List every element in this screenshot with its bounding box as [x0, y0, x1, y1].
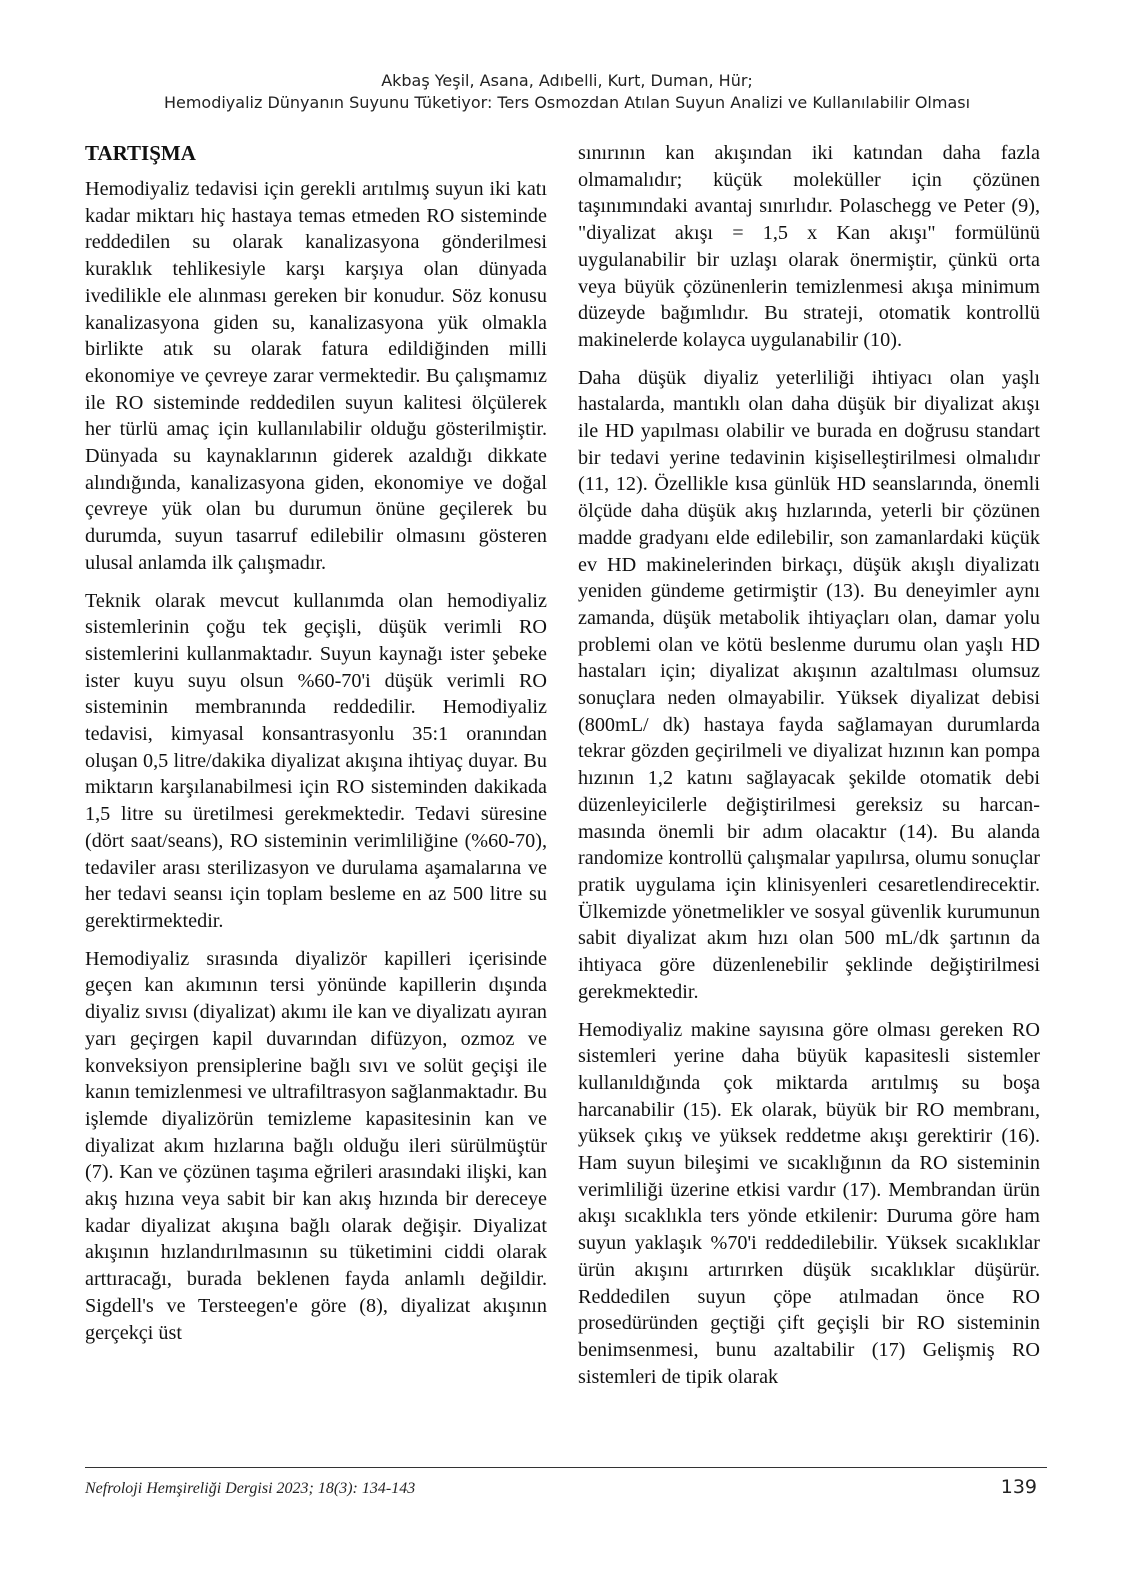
page-number: 139	[1000, 1476, 1037, 1498]
header-article-title: Hemodiyaliz Dünyanın Suyunu Tüketiyor: Ters Osmozdan Atılan Suyun Analizi ve Kullanılabilir Olması	[163, 93, 971, 112]
right-column	[578, 140, 1040, 1401]
left-paragraph-2: Teknik olarak mevcut kullanımda olan hemodiyaliz sistemlerinin çoğu tek geçişli, düşük verimli RO sistemlerini kullanmaktadır. Suyun kaynağı ister şebeke ister kuyu suyu olsun %60-70'i düşük verimli RO sisteminin membranında reddedilir. Hemodiyaliz tedavisi, kimyasal konsantrasyonlu 35:1 oranından oluşan 0,5 litre/dakika diyalizat akışına ihtiyaç duyar. Bu miktarın karşılanabilmesi için RO sisteminden dakikada 1,5 litre su üretilmesi gerekmektedir. Tedavi süresine (dört saat/seans), RO sisteminin verimliliğine (%60-70), tedaviler arası sterilizasyon ve durulama aşamalarına ve her tedavi seansı için toplam besleme en az 500 litre su gerektirmektedir.	[85, 589, 547, 932]
right-paragraph-1: sınırının kan akışından iki katından daha fazla olmamalıdır; küçük moleküller için çözünen taşınımındaki avantaj sınırlıdır. Polaschegg ve Peter (9), "diyalizat akışı = 1,5 x Kan akışı" formülünü uygulanabilir bir uzlaşı olarak önermiştir, çünkü orta veya büyük çözünenlerin temizlenmesi akışa minimum düzeyde bağımlıdır. Bu strateji, otomatik kontrollü makinelerde kolayca uygulanabilir (10).	[578, 142, 1040, 351]
right-paragraph-3: Hemodiyaliz makine sayısına göre olması gereken RO sistemleri yerine daha büyük kapasitesli sistemler kullanıldığında çok miktarda arıtılmış su boşa harcanabilir (15). Ek olarak, büyük bir RO membranı, yüksek çıkış ve yüksek reddetme akışı gerektirir (16). Ham suyun bileşimi ve sıcaklığının da RO sisteminin verimliliği üzerine etkisi vardır (17). Membrandan ürün akışı sıcaklıkla ters yönde etkilenir: Duruma göre ham suyun yaklaşık %70'i reddedilebilir. Yüksek sıcaklıklar ürün akışını artırırken düşük sıcaklıklar düşürür. Reddedilen suyun çöpe atılmadan önce RO prosedüründen geçtiği çift geçişli bir RO sisteminin benimsenmesi, bunu azaltabilir (17) Gelişmiş RO sistemleri de tipik olarak	[578, 1018, 1040, 1388]
section-heading: TARTIŞMA	[85, 141, 196, 165]
journal-citation: Nefroloji Hemşireliği Dergisi 2023; 18(3): 134-143	[85, 1480, 416, 1497]
running-header	[0, 70, 1134, 114]
page-footer	[85, 1467, 1047, 1498]
left-paragraph-3: Hemodiyaliz sırasında diyalizör kapilleri içerisinde geçen kan akımının tersi yönünde kapillerin dışında diyaliz sıvısı (diyalizat) akımı ile kan ve diyalizatı ayıran yarı geçirgen kapil duvarından difüzyon, ozmoz ve konveksiyon prensiplerine bağlı sıvı ve solüt geçişi ile kanın temizlenmesi ve ultrafiltrasyon sağlanmaktadır. Bu işlemde diyalizörün temizleme kapasitesinin kan ve diyalizat akım hızlarına bağlı olduğu ileri sürülmüştür (7). Kan ve çözünen taşıma eğrileri arasındaki ilişki, kan akış hızına veya sabit bir kan akış hızında bir dereceye kadar diyalizat akışına bağlı olarak değişir. Diyalizat akışının hızlandırılmasının su tüketimini ciddi olarak arttıracağı, burada beklenen fayda anlamlı değildir. Sigdell's ve Tersteegen'e göre (8), diyalizat akışının gerçekçi üst	[85, 947, 547, 1344]
header-authors: Akbaş Yeşil, Asana, Adıbelli, Kurt, Duman, Hür;	[381, 71, 753, 90]
left-paragraph-1: Hemodiyaliz tedavisi için gerekli arıtılmış suyun iki katı kadar miktarı hiç hastaya temas etmeden RO sisteminde reddedilen su olarak kanalizasyona gönderilmesi kuraklık tehlikesiyle karşı karşıya olan dünyada ivedilikle ele alınması gereken bir konudur. Söz konusu kanalizasyona giden su, kanalizasyona yük olmakla birlikte atık su olarak fatura edildiğinden milli ekonomiye ve çevreye zarar vermektedir. Bu çalışmamız ile RO sisteminde reddedilen suyun kalitesi ölçülerek her türlü amaç için kullanılabilir olduğu gösterilmiştir. Dünyada su kaynaklarının giderek azaldığı dikkate alındığında, kanalizasyona giden, ekonomiye ve doğal çevreye yük olan bu durumun önüne geçilerek bu durumda, suyun tasarruf edilebilir olmasını gösteren ulusal anlamda ilk çalışmadır.	[85, 178, 547, 574]
right-paragraph-2: Daha düşük diyaliz yeterliliği ihtiyacı olan yaşlı hastalarda, mantıklı olan daha düşük bir diyalizat akışı ile HD yapılması olabilir ve burada en doğrusu standart bir tedavi yerine tedavinin kişiselleştirilmesi olmalıdır (11, 12). Özellikle kısa günlük HD seanslarında, önemli ölçüde daha düşük akış hızlarında, yeterli bir çözünen madde gradyanı elde edilebilir, son zamanlardaki küçük ev HD makinelerinden birkaçı, düşük akışlı diyalizatı yeniden gündeme getirmiştir (13). Bu deneyimler aynı zamanda, düşük metabolik ihtiyaçları olan, damar yolu problemi olan ve kötü beslenme durumu olan yaşlı HD hastaları için; diyalizat akışının azaltılması olumsuz sonuçlara neden olmayabilir. Yüksek diyalizat debisi (800mL/ dk) hastaya fayda sağlamayan durumlarda tekrar gözden geçirilmeli ve diyalizat hızının kan pompa hızının 1,2 katını sağlayacak şekilde otomatik debi düzenleyicilerle değiştirilmesi gereksiz su harcanmasında önemli bir adım olacaktır (14). Bu alanda randomize kontrollü çalışmalar yapılırsa, olumu sonuçlar pratik uygulama için klinisyenleri cesaretlendirecektir. Ülkemizde yönetmelikler ve sosyal güvenlik kurumunun sabit diyalizat akım hızı olan 500 mL/dk şartının da ihtiyaca göre düzenlenebilir şeklinde değiştirilmesi gerekmektedir.	[578, 366, 1040, 1003]
left-column	[85, 140, 547, 1357]
